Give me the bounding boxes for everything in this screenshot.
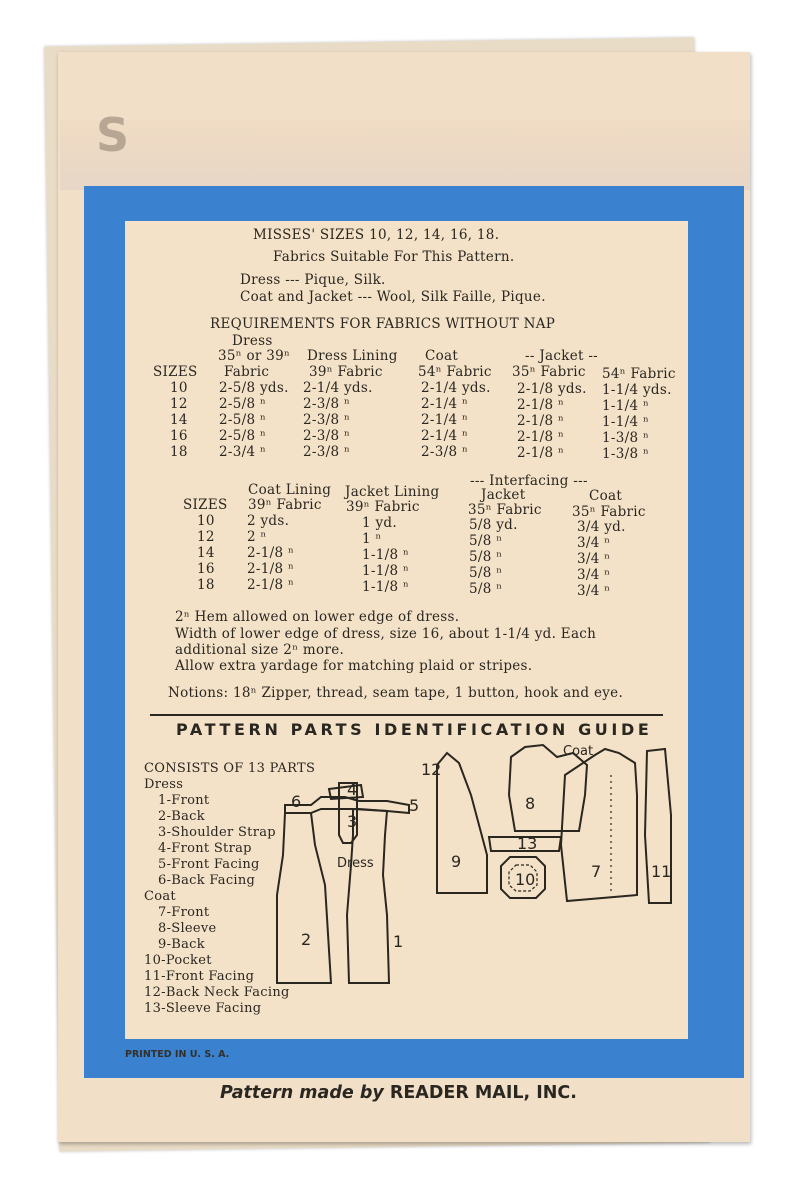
- t2-coat-lining: 2-1/8 ⁿ: [247, 577, 295, 593]
- t2-coat-int: 3/4 yd.: [577, 519, 626, 535]
- t2-coat-lining: 2-1/8 ⁿ: [247, 545, 295, 561]
- t1-lining: 2-3/8 ⁿ: [303, 412, 351, 428]
- col-jacket: -- Jacket --: [525, 348, 599, 364]
- facing-strip-piece: [285, 797, 409, 813]
- t1-jacket54: 1-1/4 ⁿ: [602, 398, 650, 414]
- label-2: 2: [301, 930, 312, 949]
- part-item: 1-Front: [158, 793, 210, 808]
- part-item: 12-Back Neck Facing: [144, 985, 290, 1000]
- sizes-title: MISSES' SIZES 10, 12, 14, 16, 18.: [253, 227, 500, 243]
- part-item: 9-Back: [158, 937, 205, 952]
- width-note-line2: additional size 2ⁿ more.: [175, 642, 345, 658]
- t2-coat-int: 3/4 ⁿ: [577, 535, 611, 551]
- col-coat: Coat: [425, 348, 459, 364]
- t2-coat-lining: 2 ⁿ: [247, 529, 267, 545]
- col-coat-int: Coat: [589, 488, 623, 504]
- t1-dress: 2-5/8 yds.: [219, 380, 289, 396]
- t1-dress: 2-3/4 ⁿ: [219, 444, 267, 460]
- t2-jacket-int: 5/8 ⁿ: [469, 565, 503, 581]
- t1-dress: 2-5/8 ⁿ: [219, 412, 267, 428]
- t2-coat-int: 3/4 ⁿ: [577, 583, 611, 599]
- t1-coat: 2-1/4 ⁿ: [421, 396, 469, 412]
- t2-jacket-int: 5/8 ⁿ: [469, 549, 503, 565]
- col-coat-int-fabric: 35ⁿ Fabric: [572, 504, 646, 520]
- t1-size: 16: [170, 428, 188, 444]
- guide-title: PATTERN PARTS IDENTIFICATION GUIDE: [176, 720, 653, 739]
- label-5: 5: [409, 796, 420, 815]
- label-12: 12: [421, 760, 442, 779]
- maker-prefix: Pattern made by: [220, 1083, 384, 1103]
- interfacing-header: --- Interfacing ---: [470, 473, 588, 489]
- t2-size: 12: [197, 529, 215, 545]
- t2-coat-lining: 2 yds.: [247, 513, 290, 529]
- t1-jacket54: 1-1/4 ⁿ: [602, 414, 650, 430]
- part-item: 2-Back: [158, 809, 205, 824]
- part-item: 13-Sleeve Facing: [144, 1001, 262, 1016]
- t2-jacket-lining: 1-1/8 ⁿ: [362, 579, 410, 595]
- coat-diagram-label: Coat: [563, 744, 594, 759]
- label-6: 6: [291, 792, 302, 811]
- t2-size: 16: [197, 561, 215, 577]
- t1-jacket35: 2-1/8 ⁿ: [517, 445, 565, 461]
- t1-size: 10: [170, 380, 188, 396]
- col-jacket-54: 54ⁿ Fabric: [602, 366, 676, 382]
- t1-lining: 2-1/4 yds.: [303, 380, 373, 396]
- sizes-label-2: SIZES: [183, 497, 228, 513]
- t1-jacket54: 1-3/8 ⁿ: [602, 446, 650, 462]
- t1-jacket35: 2-1/8 ⁿ: [517, 413, 565, 429]
- width-note-line1: Width of lower edge of dress, size 16, about 1-1/4 yd. Each: [175, 626, 597, 642]
- t1-coat: 2-1/4 ⁿ: [421, 412, 469, 428]
- t2-jacket-lining: 1 ⁿ: [362, 531, 382, 547]
- col-jacket-lining-fabric: 39ⁿ Fabric: [346, 499, 420, 515]
- printed-in-usa: PRINTED IN U. S. A.: [125, 1049, 230, 1060]
- maker-line: [220, 1083, 577, 1103]
- t2-coat-int: 3/4 ⁿ: [577, 567, 611, 583]
- coat-fabrics: Coat and Jacket --- Wool, Silk Faille, Pique.: [240, 289, 546, 305]
- faded-header-band: [60, 120, 750, 190]
- part-item: 10-Pocket: [144, 953, 212, 968]
- sizes-label-1: SIZES: [153, 364, 198, 380]
- t1-size: 14: [170, 412, 188, 428]
- dress-front-piece: [347, 809, 389, 983]
- col-jacket-int-fabric: 35ⁿ Fabric: [468, 502, 542, 518]
- label-9: 9: [451, 852, 462, 871]
- t1-lining: 2-3/8 ⁿ: [303, 396, 351, 412]
- fabrics-heading: Fabrics Suitable For This Pattern.: [273, 249, 515, 265]
- label-4: 4: [347, 780, 358, 799]
- label-10: 10: [515, 870, 536, 889]
- col-dress-fabric: Fabric: [224, 364, 270, 380]
- col-dress-top: Dress: [232, 333, 273, 349]
- col-jacket-35: 35ⁿ Fabric: [512, 364, 586, 380]
- label-3: 3: [347, 812, 358, 831]
- part-item: 5-Front Facing: [158, 857, 260, 872]
- consists-label: CONSISTS OF 13 PARTS: [144, 761, 316, 776]
- dress-diagram-label: Dress: [337, 856, 374, 871]
- col-jacket-int: Jacket: [481, 487, 526, 503]
- t1-coat: 2-3/8 ⁿ: [421, 444, 469, 460]
- t2-jacket-int: 5/8 ⁿ: [469, 533, 503, 549]
- t2-jacket-lining: 1-1/8 ⁿ: [362, 547, 410, 563]
- coat-label: Coat: [144, 889, 176, 904]
- t1-lining: 2-3/8 ⁿ: [303, 428, 351, 444]
- col-dress-width: 35ⁿ or 39ⁿ: [218, 348, 291, 364]
- faded-letter: S: [96, 108, 130, 162]
- section-divider: [150, 714, 663, 716]
- label-7: 7: [591, 862, 602, 881]
- col-lining-fabric: 39ⁿ Fabric: [309, 364, 383, 380]
- t1-jacket35: 2-1/8 yds.: [517, 381, 587, 397]
- label-1: 1: [393, 932, 404, 951]
- requirements-title: REQUIREMENTS FOR FABRICS WITHOUT NAP: [210, 316, 556, 332]
- maker-name: READER MAIL, INC.: [389, 1083, 577, 1103]
- t2-jacket-lining: 1-1/8 ⁿ: [362, 563, 410, 579]
- label-13: 13: [517, 834, 538, 853]
- t2-jacket-int: 5/8 yd.: [469, 517, 518, 533]
- col-dress-lining: Dress Lining: [307, 348, 398, 364]
- t1-dress: 2-5/8 ⁿ: [219, 396, 267, 412]
- t1-dress: 2-5/8 ⁿ: [219, 428, 267, 444]
- col-jacket-lining: Jacket Lining: [345, 484, 440, 500]
- hem-note: 2ⁿ Hem allowed on lower edge of dress.: [175, 609, 460, 625]
- notions-note: Notions: 18ⁿ Zipper, thread, seam tape, 1 button, hook and eye.: [168, 685, 624, 701]
- part-item: 6-Back Facing: [158, 873, 256, 888]
- t1-coat: 2-1/4 ⁿ: [421, 428, 469, 444]
- t2-size: 10: [197, 513, 215, 529]
- t2-size: 18: [197, 577, 215, 593]
- part-item: 7-Front: [158, 905, 210, 920]
- pattern-pieces-diagram: [125, 735, 688, 1005]
- col-coat-fabric: 54ⁿ Fabric: [418, 364, 492, 380]
- t1-jacket54: 1-1/4 yds.: [602, 382, 672, 398]
- dress-fabrics: Dress --- Pique, Silk.: [240, 272, 386, 288]
- t1-jacket35: 2-1/8 ⁿ: [517, 397, 565, 413]
- part-item: 11-Front Facing: [144, 969, 255, 984]
- part-item: 3-Shoulder Strap: [158, 825, 276, 840]
- t2-coat-int: 3/4 ⁿ: [577, 551, 611, 567]
- part-item: 8-Sleeve: [158, 921, 217, 936]
- t2-coat-lining: 2-1/8 ⁿ: [247, 561, 295, 577]
- t2-jacket-int: 5/8 ⁿ: [469, 581, 503, 597]
- col-coat-lining: Coat Lining: [248, 482, 332, 498]
- label-11: 11: [651, 862, 672, 881]
- dress-label: Dress: [144, 777, 184, 792]
- label-8: 8: [525, 794, 536, 813]
- t1-size: 18: [170, 444, 188, 460]
- t1-jacket35: 2-1/8 ⁿ: [517, 429, 565, 445]
- plaid-note: Allow extra yardage for matching plaid or stripes.: [175, 658, 533, 674]
- t1-jacket54: 1-3/8 ⁿ: [602, 430, 650, 446]
- t2-jacket-lining: 1 yd.: [362, 515, 397, 531]
- t1-coat: 2-1/4 yds.: [421, 380, 491, 396]
- part-item: 4-Front Strap: [158, 841, 252, 856]
- col-coat-lining-fabric: 39ⁿ Fabric: [248, 497, 322, 513]
- coat-back-piece: [437, 753, 487, 893]
- t1-size: 12: [170, 396, 188, 412]
- t1-lining: 2-3/8 ⁿ: [303, 444, 351, 460]
- t2-size: 14: [197, 545, 215, 561]
- dress-back-piece: [277, 813, 331, 983]
